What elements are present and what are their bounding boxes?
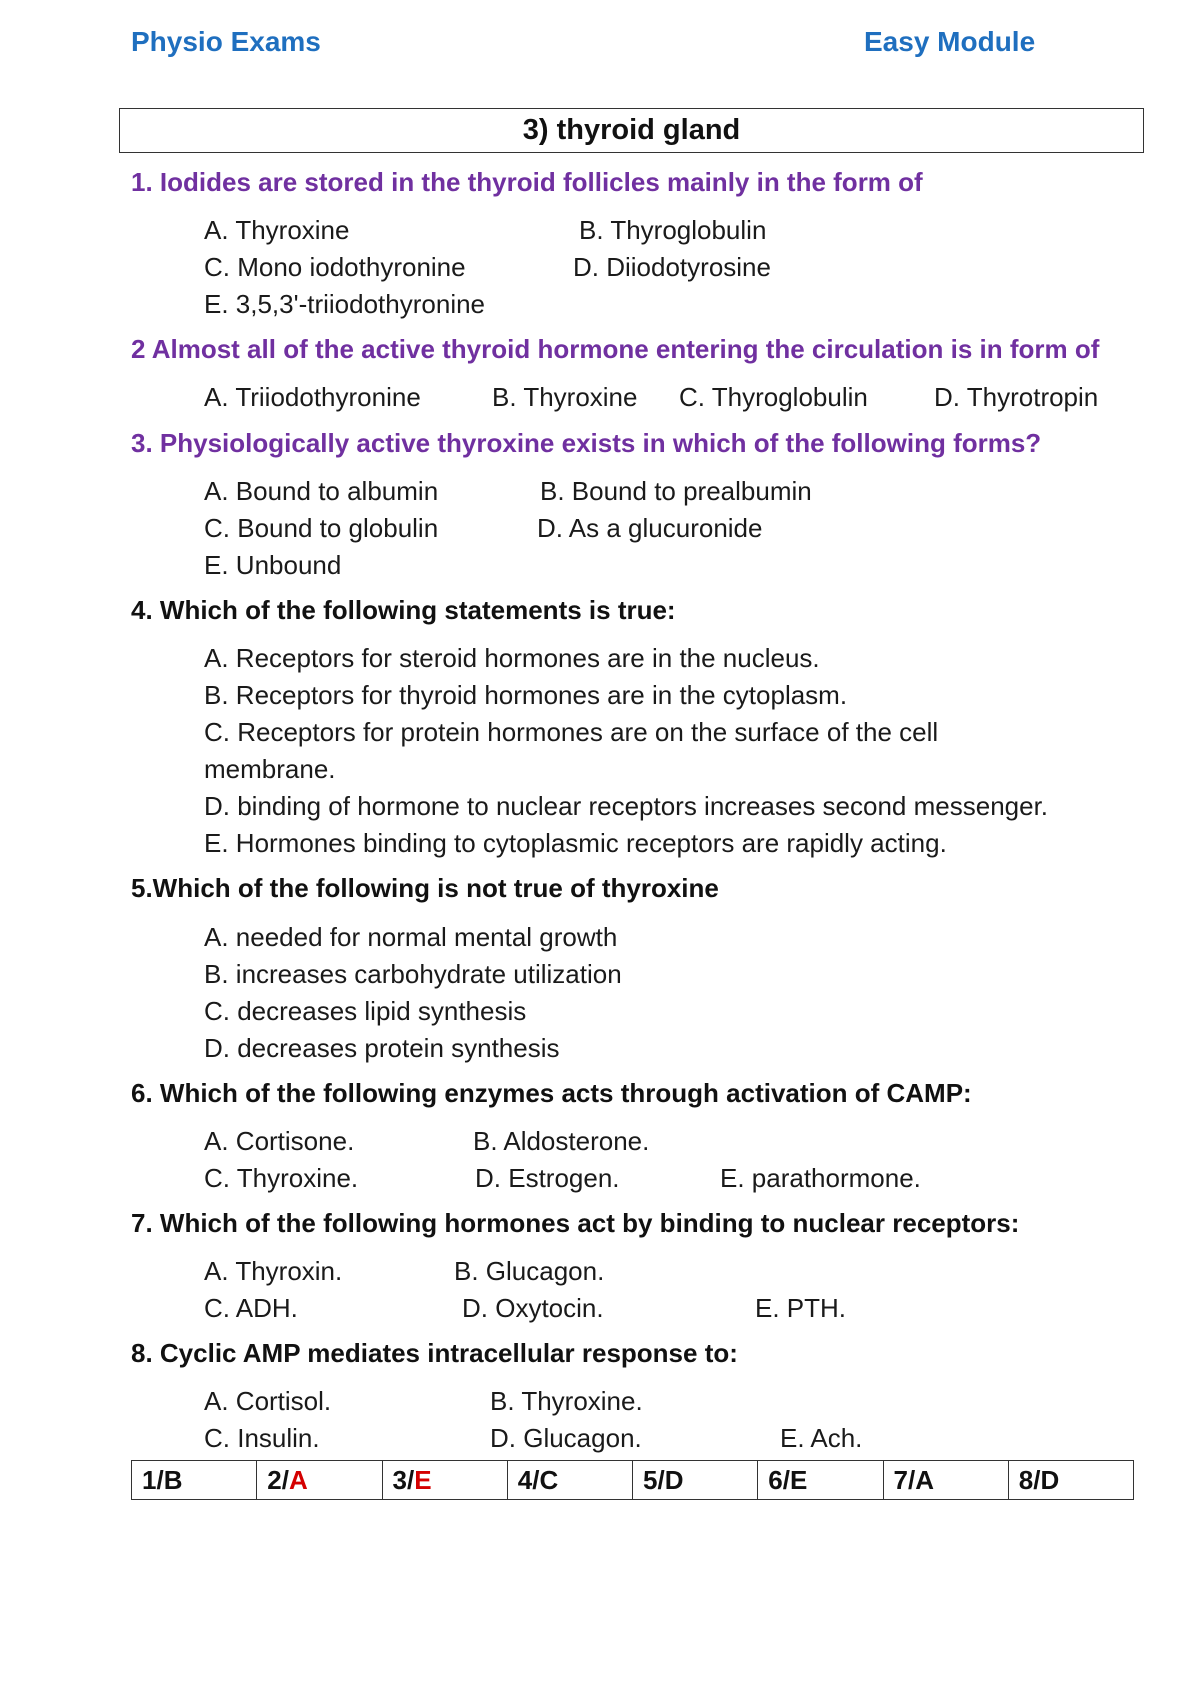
answer-num: 8/ [1018,1464,1041,1495]
answer-letter: E [789,1464,808,1495]
q2-option-a: A. Triiodothyronine [204,382,421,412]
answer-num: 7/ [893,1464,916,1495]
q1-option-a: A. Thyroxine [204,215,350,245]
question-1: 1. Iodides are stored in the thyroid follicles mainly in the form of [131,167,923,197]
q7-option-e: E. PTH. [755,1293,847,1323]
q2-option-d: D. Thyrotropin [934,382,1099,412]
q2-option-c: C. Thyroglobulin [679,382,868,412]
q3-option-d: D. As a glucuronide [537,513,763,543]
answer-cell-3 [382,1461,507,1500]
header-right-title: Easy Module [864,26,1036,57]
q4-option-d: D. binding of hormone to nuclear receptors increases second messenger. [204,791,1049,821]
answer-letter: C [539,1464,559,1495]
answer-letter: D [1040,1464,1060,1495]
q8-option-a: A. Cortisol. [204,1386,332,1416]
q6-option-b: B. Aldosterone. [473,1126,650,1156]
question-5: 5.Which of the following is not true of thyroxine [131,873,719,903]
q5-option-c: C. decreases lipid synthesis [204,996,527,1026]
answer-cell-1 [132,1461,257,1500]
question-4: 4. Which of the following statements is true: [131,595,676,625]
q6-option-a: A. Cortisone. [204,1126,355,1156]
q5-option-a: A. needed for normal mental growth [204,922,618,952]
answer-letter: A [915,1464,934,1495]
q1-option-e: E. 3,5,3'-triiodothyronine [204,289,486,319]
q8-option-e: E. Ach. [780,1423,863,1453]
q3-option-a: A. Bound to albumin [204,476,439,506]
header-left-title: Physio Exams [131,26,321,57]
answer-letter: A [288,1464,308,1495]
q4-option-c-continued: membrane. [204,754,336,784]
answer-letter: E [414,1464,432,1495]
answer-num: 2/ [267,1464,289,1495]
q5-option-b: B. increases carbohydrate utilization [204,959,622,989]
answer-cell-7 [883,1461,1008,1500]
q5-option-d: D. decreases protein synthesis [204,1033,560,1063]
q4-option-a: A. Receptors for steroid hormones are in the nucleus. [204,643,820,673]
q3-option-e: E. Unbound [204,550,342,580]
answer-num: 4/ [517,1464,540,1495]
answer-key-row [132,1461,1134,1500]
q4-option-b: B. Receptors for thyroid hormones are in the cytoplasm. [204,680,848,710]
answer-key-table [131,1460,1134,1500]
question-6: 6. Which of the following enzymes acts through activation of CAMP: [131,1078,972,1108]
q7-option-a: A. Thyroxin. [204,1256,343,1286]
answer-cell-5 [633,1461,758,1500]
question-2: 2 Almost all of the active thyroid hormone entering the circulation is in form of [131,334,1100,364]
answer-cell-8 [1008,1461,1133,1500]
q6-option-e: E. parathormone. [720,1163,921,1193]
q8-option-c: C. Insulin. [204,1423,320,1453]
answer-cell-6 [758,1461,883,1500]
q3-option-b: B. Bound to prealbumin [540,476,812,506]
answer-cell-4 [507,1461,632,1500]
section-title: 3) thyroid gland [119,108,1144,153]
q8-option-b: B. Thyroxine. [490,1386,643,1416]
q7-option-c: C. ADH. [204,1293,298,1323]
answer-num: 3/ [392,1464,415,1495]
q7-option-d: D. Oxytocin. [462,1293,604,1323]
question-7: 7. Which of the following hormones act by binding to nuclear receptors: [131,1208,1020,1238]
q8-option-d: D. Glucagon. [490,1423,642,1453]
q1-option-d: D. Diiodotyrosine [573,252,771,282]
q7-option-b: B. Glucagon. [454,1256,605,1286]
q3-option-c: C. Bound to globulin [204,513,439,543]
question-8: 8. Cyclic AMP mediates intracellular response to: [131,1338,738,1368]
answer-num: 1/ [142,1464,164,1495]
q1-option-c: C. Mono iodothyronine [204,252,466,282]
q4-option-c: C. Receptors for protein hormones are on the surface of the cell [204,717,939,747]
q1-option-b: B. Thyroglobulin [579,215,767,245]
q2-option-b: B. Thyroxine [492,382,638,412]
answer-num: 6/ [768,1464,790,1495]
q6-option-c: C. Thyroxine. [204,1163,359,1193]
answer-num: 5/ [643,1464,665,1495]
q6-option-d: D. Estrogen. [475,1163,620,1193]
answer-cell-2 [257,1461,382,1500]
q4-option-e: E. Hormones binding to cytoplasmic receptors are rapidly acting. [204,828,947,858]
question-3: 3. Physiologically active thyroxine exists in which of the following forms? [131,428,1042,458]
answer-letter: B [163,1464,183,1495]
answer-letter: D [664,1464,684,1495]
